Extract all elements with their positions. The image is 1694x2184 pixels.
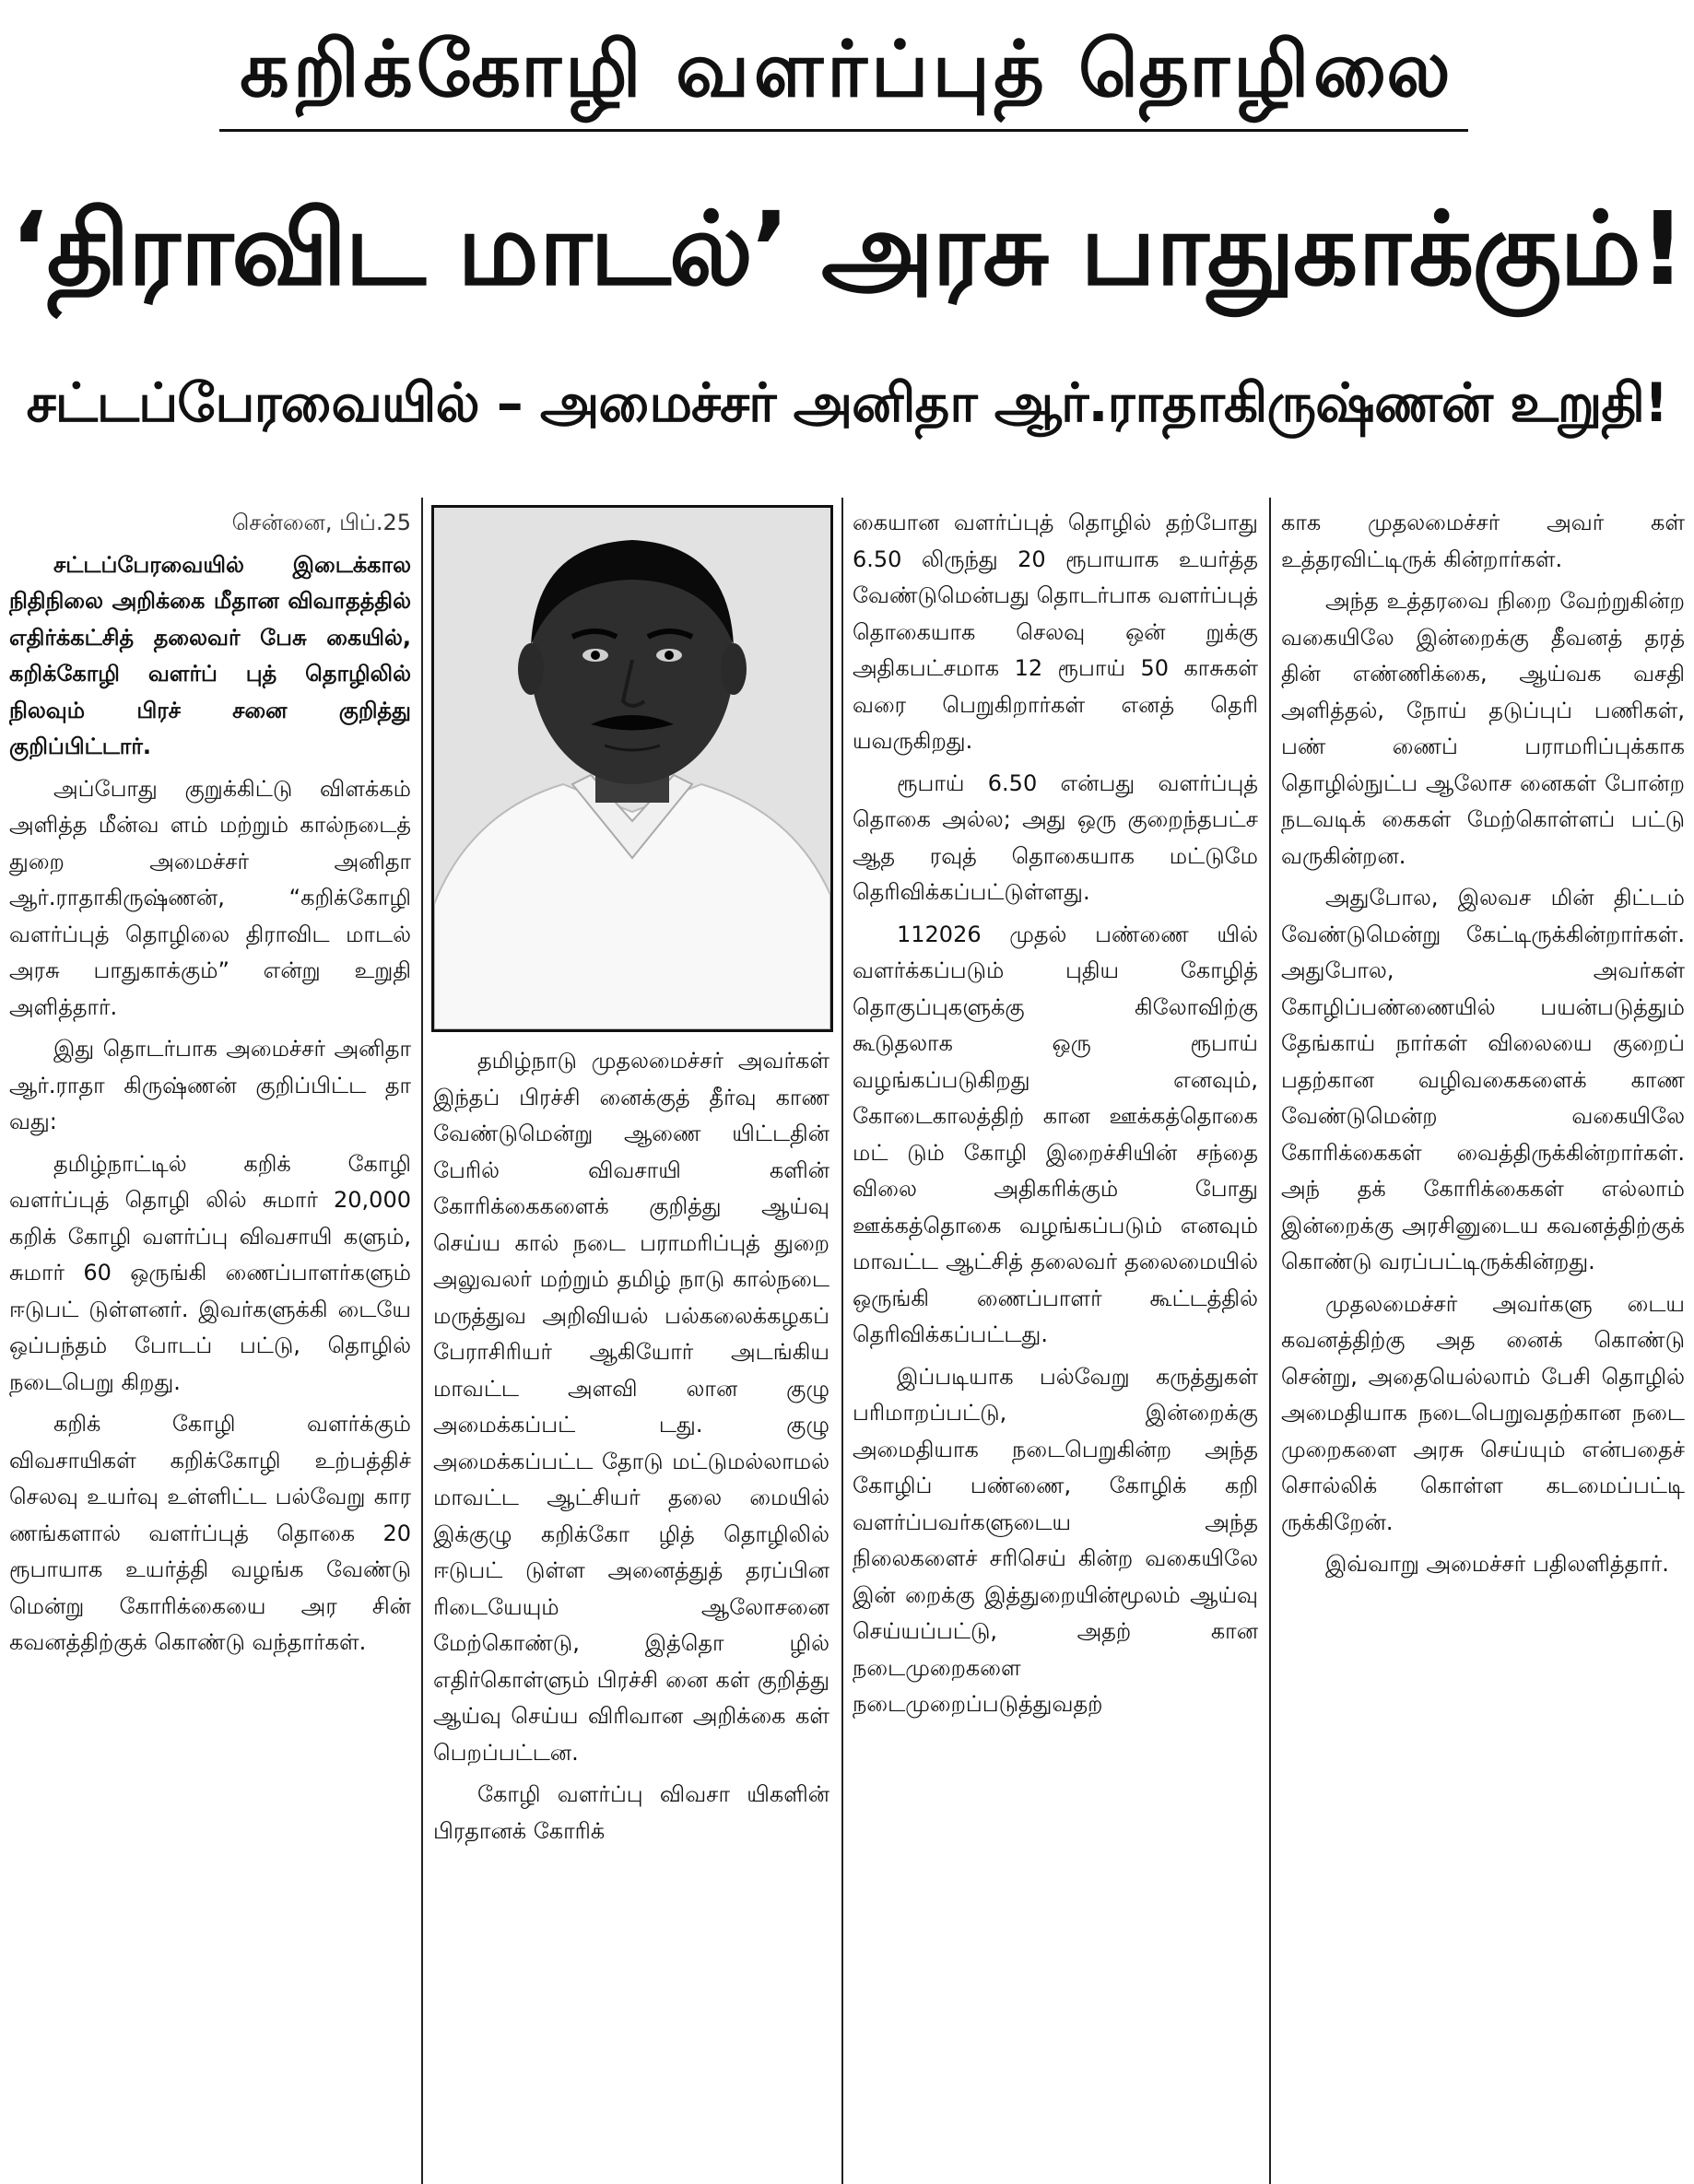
- kicker-heading: கறிக்கோழி வளர்ப்புத் தொழிலை: [240, 24, 1454, 114]
- article-column-2: [433, 1043, 829, 2184]
- lead-paragraph: சட்டப்பேரவையில் இடைக்கால நிதிநிலை அறிக்கை மீதான விவாதத்தில் எதிர்க்கட்சித் தலைவர் பேசு கையில், கறிக்கோழி வளர்ப் புத் தொழிலில் நிலவும் பிரச் சனை குறித்து குறிப்பிட்டார்.: [9, 551, 411, 759]
- minister-photo: [431, 505, 833, 1032]
- body-paragraph: அதுபோல, இலவச மின் திட்டம் வேண்டுமென்று கேட்டிருக்கின்றார்கள். அதுபோல, அவர்கள் கோழிப்பண்ணையில் பயன்படுத்தும் தேங்காய் நார்கள் விலையை குறைப் பதற்கான வழிவகைகளைக் காண வேண்டுமென்ற வகையிலே கோரிக்கைகள் வைத்திருக்கின்றார்கள். அந் தக் கோரிக்கைகள் எல்லாம் இன்றைக்கு அரசினுடைய கவனத்திற்குக் கொண்டு வரப்பட்டிருக்கின்றது.: [1281, 885, 1685, 1274]
- body-paragraph: தமிழ்நாடு முதலமைச்சர் அவர்கள் இந்தப் பிரச்சி னைக்குத் தீர்வு காண வேண்டுமென்று ஆணை யிட்டதின் பேரில் விவசாயி களின் கோரிக்கைகளைக் குறித்து ஆய்வு செய்ய கால் நடை பராமரிப்புத் துறை அலுவலர் மற்றும் தமிழ் நாடு கால்நடை மருத்துவ அறிவியல் பல்கலைக்கழகப் பேராசிரியர் ஆகியோர் அடங்கிய மாவட்ட அளவி லான குழு அமைக்கப்பட் டது. குழு அமைக்கப்பட்ட தோடு மட்டுமல்லாமல் மாவட்ட ஆட்சியர் தலை மையில் இக்குழு கறிக்கோ ழித் தொழிலில் ஈடுபட் டுள்ள அனைத்துத் தரப்பின ரிடையேயும் ஆலோசனை மேற்கொண்டு, இத்தொ ழில் எதிர்கொள்ளும் பிரச்சி னை கள் குறித்து ஆய்வு செய்ய விரிவான அறிக்கை கள் பெறப்பட்டன.: [433, 1048, 829, 1766]
- body-paragraph: காக முதலமைச்சர் அவர் கள் உத்தரவிட்டிருக் கின்றார்கள்.: [1281, 510, 1685, 572]
- dateline: சென்னை, பிப்.25: [231, 510, 411, 535]
- body-paragraph: இது தொடர்பாக அமைச்சர் அனிதா ஆர்.ராதா கிருஷ்ணன் குறிப்பிட்ட தா வது:: [9, 1036, 411, 1134]
- article-column-3: [853, 505, 1258, 2184]
- body-paragraph: கோழி வளர்ப்பு விவசா யிகளின் பிரதானக் கோரிக்: [433, 1781, 829, 1844]
- body-paragraph: அப்போது குறுக்கிட்டு விளக்கம் அளித்த மீன்வ ளம் மற்றும் கால்நடைத் துறை அமைச்சர் அனிதா ஆர்.ராதாகிருஷ்ணன், “கறிக்கோழி வளர்ப்புத் தொழிலை திராவிட மாடல் அரசு பாதுகாக்கும்” என்று உறுதி அளித்தார்.: [9, 775, 411, 1020]
- article-column-1: [9, 505, 411, 2184]
- body-paragraph: இப்படியாக பல்வேறு கருத்துகள் பரிமாறப்பட்டு, இன்றைக்கு அமைதியாக நடைபெறுகின்ற அந்த கோழிப் பண்ணை, கோழிக் கறி வளர்ப்பவர்களுடைய அந்த நிலைகளைச் சரிசெய் கின்ற வகையிலே இன் றைக்கு இத்துறையின்மூலம் ஆய்வு செய்யப்பட்டு, அதற் கான நடைமுறைகளை நடைமுறைப்படுத்துவதற்: [853, 1363, 1258, 1717]
- closing-paragraph: இவ்வாறு அமைச்சர் பதிலளித்தார்.: [1325, 1551, 1669, 1577]
- sub-headline: சட்டப்பேரவையில் – அமைச்சர் அனிதா ஆர்.ராதாகிருஷ்ணன் உறுதி!: [26, 371, 1668, 434]
- column-divider: [1269, 498, 1271, 2184]
- kicker-underline: [219, 129, 1468, 132]
- body-paragraph: முதலமைச்சர் அவர்களு டைய கவனத்திற்கு அத னைக் கொண்டு சென்று, அதையெல்லாம் பேசி தொழில் அமைதியாக நடைபெறுவதற்கான நடை முறைகளை அரசு செய்யும் என்பதைச் சொல்லிக் கொள்ள கடமைப்பட்டி ருக்கிறேன்.: [1281, 1290, 1685, 1535]
- column-divider: [421, 498, 423, 2184]
- portrait-illustration: [434, 508, 830, 1029]
- body-paragraph: கையான வளர்ப்புத் தொழில் தற்போது 6.50 லிருந்து 20 ரூபாயாக உயர்த்த வேண்டுமென்பது தொடர்பாக வளர்ப்புத் தொகையாக செலவு ஒன் றுக்கு அதிகபட்சமாக 12 ரூபாய் 50 காசுகள் வரை பெறுகிறார்கள் எனத் தெரி யவருகிறது.: [853, 510, 1258, 754]
- column-divider: [841, 498, 843, 2184]
- article-column-4: [1281, 505, 1685, 2184]
- body-paragraph: ரூபாய் 6.50 என்பது வளர்ப்புத் தொகை அல்ல; அது ஒரு குறைந்தபட்ச ஆத ரவுத் தொகையாக மட்டுமே தெரிவிக்கப்பட்டுள்ளது.: [853, 769, 1258, 905]
- main-headline: ‘திராவிட மாடல்’ அரசு பாதுகாக்கும்!: [10, 190, 1684, 308]
- body-paragraph: கறிக் கோழி வளர்க்கும் விவசாயிகள் கறிக்கோழி உற்பத்திச் செலவு உயர்வு உள்ளிட்ட பல்வேறு கார ணங்களால் வளர்ப்புத் தொகை 20 ரூபாயாக உயர்த்தி வழங்க வேண்டு மென்று கோரிக்கையை அர சின் கவனத்திற்குக் கொண்டு வந்தார்கள்.: [9, 1411, 411, 1655]
- body-paragraph: 112026 முதல் பண்ணை யில் வளர்க்கப்படும் புதிய கோழித் தொகுப்புகளுக்கு கிலோவிற்கு கூடுதலாக ஒரு ரூபாய் வழங்கப்படுகிறது எனவும், கோடைகாலத்திற் கான ஊக்கத்தொகை மட் டும் கோழி இறைச்சியின் சந்தை விலை அதிகரிக்கும் போது ஊக்கத்தொகை வழங்கப்படும் எனவும் மாவட்ட ஆட்சித் தலைவர் தலைமையில் ஒருங்கி ணைப்பாளர் கூட்டத்தில் தெரிவிக்கப்பட்டது.: [853, 921, 1258, 1347]
- body-paragraph: தமிழ்நாட்டில் கறிக் கோழி வளர்ப்புத் தொழி லில் சுமார் 20,000 கறிக் கோழி வளர்ப்பு விவசாயி களும், சுமார் 60 ஒருங்கி ணைப்பாளர்களும் ஈடுபட் டுள்ளனர். இவர்களுக்கி டையே ஒப்பந்தம் போடப் பட்டு, தொழில் நடைபெறு கிறது.: [9, 1150, 411, 1395]
- body-paragraph: அந்த உத்தரவை நிறை வேற்றுகின்ற வகையிலே இன்றைக்கு தீவனத் தரத் தின் எண்ணிக்கை, ஆய்வக வசதி அளித்தல், நோய் தடுப்புப் பணிகள், பண் ணைப் பராமரிப்புக்காக தொழில்நுட்ப ஆலோச னைகள் போன்ற நடவடிக் கைகள் மேற்கொள்ளப் பட்டு வருகின்றன.: [1281, 588, 1685, 869]
